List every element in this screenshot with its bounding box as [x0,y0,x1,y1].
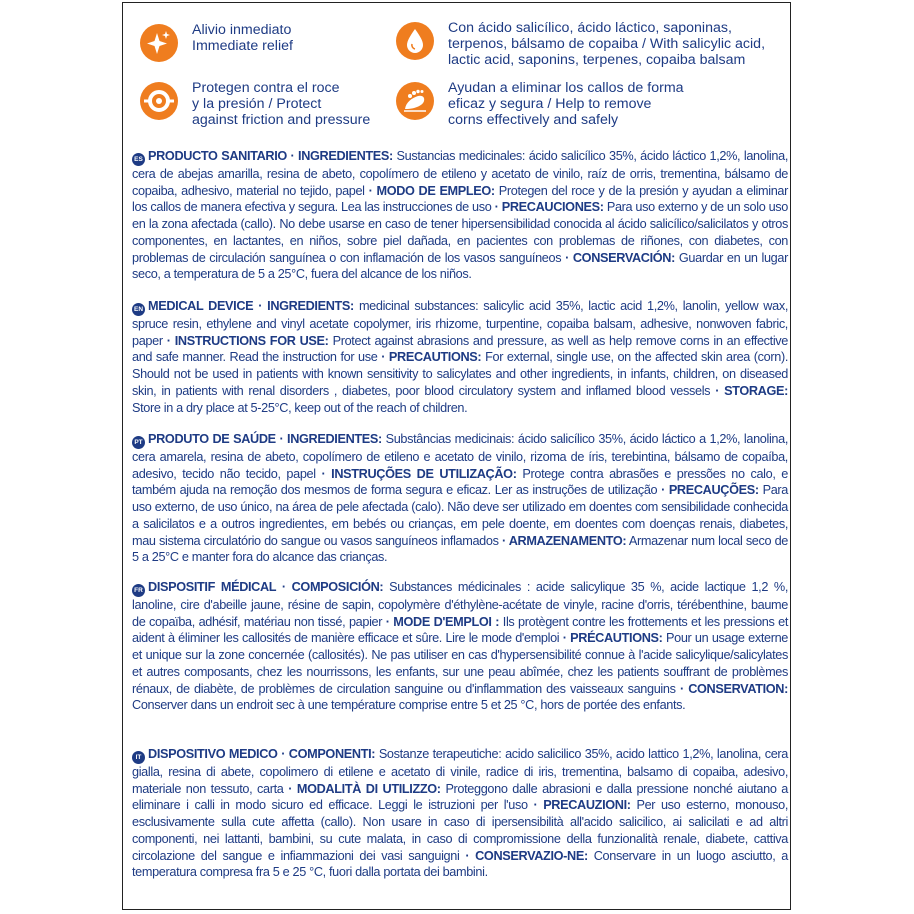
feature-protect [140,80,370,128]
section-es: ES PRODUCTO SANITARIO · INGREDIENTES: Sustancias medicinales: ácido salicílico 35%, ácido láctico 1,2%, lanolina, cera de abejas amarilla, resina de abeto, copolímero de etileno y acetato de vinilo, raíz de orris, trementina, bálsamo de copaiba, adhesivo, material no tejido, papel · MODO DE EMPLEO: Protegen del roce y de la presión y ayudan a eliminar los callos de manera efectiva y segura. Lea las instrucciones de uso · PRECAUCIONES: Para uso externo y de un solo uso en la zona afectada (callo). No debe usarse en caso de tener hipersensibilidad conocida al ácido salicílico/salicilatos y otros componentes, en lactantes, en niños, sobre piel dañada, en pacientes con problemas de riñones, con diabetes, con problemas de circulación sanguínea o con inflamación de los vasos sanguíneos · CONSERVACIÓN: Guardar en un lugar seco, a temperatura de 5 a 25°C, fuera del alcance de los niños. [132,149,789,282]
feature-text: Protegen contra el roce y la presión / Protect against friction and pressure [192,80,371,128]
language-badge-it: IT [132,751,145,764]
section-title: PRODUCTO SANITARIO · INGREDIENTES: [148,149,393,163]
section-fr: FR DISPOSITIF MÉDICAL · COMPOSICIÓN: Substances médicinales : acide salicylique 35 %, acide lactique 1,2 %, lanoline, cire d'abeille jaune, résine de sapin, copolymère d'éthylène-acétate de vinyle, racine d'orris, térébenthine, baume de copaïba, adhésif, matériau non tissé, papier · MODE D'EMPLOI : Ils protègent contre les frottements et les pressions et aident à éliminer les callosités de manière efficace et sûre. Lire le mode d'emploi · PRÉCAUTIONS: Pour un usage externe et unique sur la zone concernée (callosités). Ne pas utiliser en cas d'hypersensibilité connue à l'acide salicylique/salicylates et autres composants, chez les nourrissons, les enfants, sur une peau abîmée, chez les patients souffrant de problèmes rénaux, de diabète, de problèmes de circulation sanguine ou d'inflammation des vaisseaux sanguins · CONSERVATION: Conserver dans un endroit sec à une température comprise entre 5 et 25 °C, hors de portée des enfants. [132,580,789,713]
feature-ingredients [396,20,765,68]
section-title: PRODUTO DE SAÚDE · INGREDIENTES: [148,432,382,446]
cushion-ring-icon [140,82,178,120]
language-badge-fr: FR [132,584,145,597]
language-badge-es: ES [132,153,145,166]
feature-text: Ayudan a eliminar los callos de forma eficaz y segura / Help to remove corns effectively and safely [448,80,684,128]
drop-icon [396,22,434,60]
feature-text: Con ácido salicílico, ácido láctico, saponinas, terpenos, bálsamo de copaiba / With salicylic acid, lactic acid, saponins, terpenes, copaiba balsam [448,20,766,68]
section-title: DISPOSITIVO MEDICO · COMPONENTI: [148,747,376,761]
feature-remove-corns [396,80,684,128]
feature-text: Alivio inmediato Immediate relief [192,22,293,54]
foot-icon [396,82,434,120]
section-pt: PT PRODUTO DE SAÚDE · INGREDIENTES: Substâncias medicinais: ácido salicílico 35%, ácido láctico a 1,2%, lanolina, cera amarela, resina de abeto, copolímero de etileno e acetato de vinilo, rizoma de íris, terebintina, bálsamo de copaíba, adesivo, tecido não tecido, papel · INSTRUÇÕES DE UTILIZAÇÃO: Protege contra abrasões e pressões no calo, e também ajuda na remoção dos mesmos de forma segura e eficaz. Ler as instruções de utilização · PRECAUÇÕES: Para uso externo, de uso único, na área de pele afectada (calo). Não deve ser utilizado em doentes com sensibilidade conhecida a salicilatos e a outros ingredientes, em bebés ou crianças, em pele doente, em doentes com doenças renais, diabetes, mau sistema circulatório do sangue ou vasos sanguíneos inflamados · ARMAZENAMENTO: Armazenar num local seco de 5 a 25°C e manter fora do alcance das crianças. [132,432,789,565]
section-en: EN MEDICAL DEVICE · INGREDIENTS: medicinal substances: salicylic acid 35%, lactic acid 1,2%, lanolin, yellow wax, spruce resin, ethylene and vinyl acetate copolymer, iris rhizome, turpentine, copaiba balsam, adhesive, nonwoven fabric, paper · INSTRUCTIONS FOR USE: Protect against abrasions and pressure, as well as help remove corns in an effective and safe manner. Read the instruction for use · PRECAUTIONS: For external, single use, on the affected skin area (corn). Should not be used in patients with known sensitivity to salicylates and other ingredients, in infants, children, on diseased skin, in patients with renal disorders , diabetes, poor blood circulatory system and inflamed blood vessels · STORAGE: Store in a dry place at 5-25°C, keep out of the reach of children. [132,299,789,415]
language-badge-pt: PT [132,436,145,449]
section-title: MEDICAL DEVICE · INGREDIENTS: [148,299,354,313]
sparkle-icon [140,24,178,62]
language-badge-en: EN [132,303,145,316]
feature-immediate-relief [140,22,293,62]
section-it: IT DISPOSITIVO MEDICO · COMPONENTI: Sostanze terapeutiche: acido salicilico 35%, acido lattico 1,2%, lanolina, cera gialla, resina di abete, copolimero di etilene e acetato di vinile, radice di iris, trementina, balsamo di copaiba, adesivo, materiale non tessuto, carta · MODALITÀ DI UTILIZZO: Proteggono dalle abrasioni e dalla pressione nonché aiutano a eliminare i calli in modo sicuro ed efficace. Leggi le istruzioni per l'uso · PRECAUZIONI: Per uso esterno, monouso, esclusivamente sulla cute affetta (callo). Non usare in caso di ipersensibilità all'acido salicilico, ai salicilati e ad altri componenti, nei lattanti, bambini, su cute malata, in caso di compromissione della funzionalità renale, diabete, cattiva circolazione del sangue e infiammazioni dei vasi sanguigni · CONSERVAZIO-NE: Conservare in un luogo asciutto, a temperatura compresa fra 5 e 25 °C, fuori dalla portata dei bambini. [132,747,789,880]
section-title: DISPOSITIF MÉDICAL · COMPOSICIÓN: [148,580,384,594]
